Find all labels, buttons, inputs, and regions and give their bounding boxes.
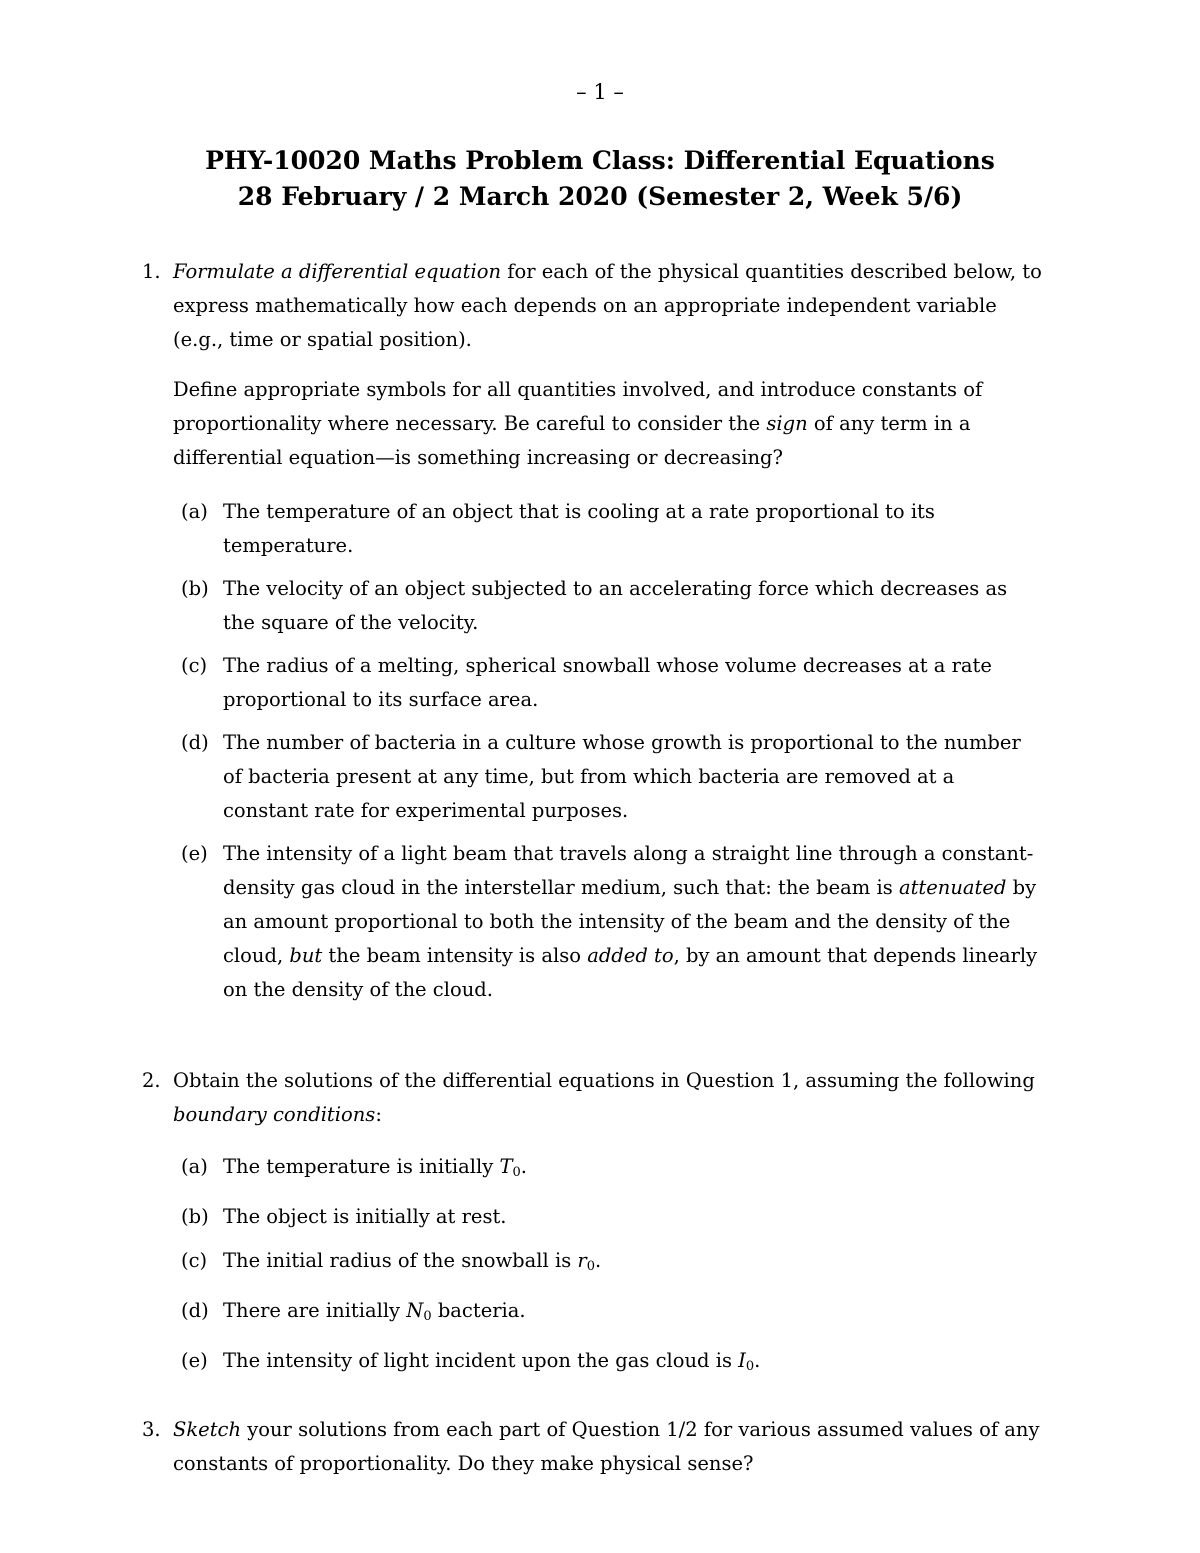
question-1-instructions — [173, 373, 1043, 475]
question-1-parts — [173, 495, 1043, 1007]
part-text: There are initially — [223, 1299, 407, 1322]
part-text: by an amount proportional to both the intensity of the beam and the density of the cloud, — [223, 876, 1037, 967]
question-2-number: 2. — [142, 1069, 161, 1092]
page-title — [0, 143, 1200, 215]
question-2-part-a — [173, 1150, 1043, 1190]
part-text: , by an amount that depends linearly on the density of the cloud. — [223, 944, 1038, 1001]
part-text-end: . — [520, 1155, 527, 1178]
question-1-number: 1. — [142, 260, 161, 283]
math-subscript: 0 — [586, 1259, 596, 1274]
part-text: The temperature is initially — [223, 1155, 500, 1178]
question-1-part-b — [173, 572, 1043, 640]
math-subscript: 0 — [745, 1359, 755, 1374]
part-text: The radius of a melting, spherical snowball whose volume decreases at a rate proportional to its surface area. — [223, 654, 992, 711]
question-2-intro — [173, 1064, 1043, 1132]
math-symbol: T — [499, 1155, 513, 1178]
question-2-part-d — [173, 1294, 1043, 1334]
question-3-body: your solutions from each part of Question 1/2 for various assumed values of any constants of proportionality. Do they make physical sense? — [173, 1418, 1040, 1475]
question-2-part-c — [173, 1244, 1043, 1284]
part-label: (a) — [181, 1155, 208, 1178]
math-subscript: 0 — [512, 1165, 521, 1180]
question-2-parts — [173, 1150, 1043, 1384]
part-label: (c) — [181, 1249, 208, 1272]
part-label: (b) — [181, 1205, 209, 1228]
part-emphasis: added to — [587, 944, 674, 967]
part-text-end: . — [595, 1249, 602, 1272]
part-text-end: bacteria. — [431, 1299, 526, 1322]
math-symbol: I — [738, 1349, 746, 1372]
question-3-emphasis: Sketch — [173, 1418, 242, 1441]
part-label: (e) — [181, 842, 208, 865]
part-label: (c) — [181, 654, 208, 677]
question-1-part-d — [173, 726, 1043, 828]
question-1-part-c — [173, 649, 1043, 717]
part-text: The object is initially at rest. — [223, 1205, 507, 1228]
question-2-intro-emphasis: boundary conditions — [173, 1103, 376, 1126]
question-2-part-b — [173, 1200, 1043, 1234]
question-1-intro-text: for each of the physical quantities described below, to express mathematically how each depends on an appropriate independent variable (e.g., time or spatial position). — [173, 260, 1042, 351]
question-1-part-a — [173, 495, 1043, 563]
math-symbol: N — [406, 1299, 424, 1322]
question-1-intro — [173, 255, 1043, 357]
question-3-number: 3. — [142, 1418, 161, 1441]
question-1-instructions-emphasis: sign — [766, 412, 808, 435]
title-line-2: 28 February / 2 March 2020 (Semester 2, Week 5/6) — [237, 182, 963, 211]
question-2-intro-end: : — [375, 1103, 382, 1126]
part-emphasis: but — [289, 944, 323, 967]
part-text: The temperature of an object that is cooling at a rate proportional to its temperature. — [223, 500, 935, 557]
question-1-part-e — [173, 837, 1043, 1007]
page-number: – 1 – — [576, 80, 624, 104]
part-label: (d) — [181, 1299, 209, 1322]
question-2-intro-text: Obtain the solutions of the differential equations in Question 1, assuming the following — [173, 1069, 1035, 1092]
question-3-text — [173, 1413, 1043, 1481]
question-1-intro-emphasis: Formulate a differential equation — [173, 260, 502, 283]
part-label: (d) — [181, 731, 209, 754]
title-line-1: PHY-10020 Maths Problem Class: Differential Equations — [205, 146, 995, 175]
part-text: The initial radius of the snowball is — [223, 1249, 578, 1272]
part-label: (a) — [181, 500, 208, 523]
part-text: The intensity of a light beam that travels along a straight line through a constant-density gas cloud in the interstellar medium, such that: the beam is — [223, 842, 1034, 899]
part-text: The number of bacteria in a culture whose growth is proportional to the number of bacteria present at any time, but from which bacteria are removed at a constant rate for experimental purposes. — [223, 731, 1021, 822]
math-subscript: 0 — [423, 1309, 432, 1324]
part-label: (e) — [181, 1349, 208, 1372]
part-text: The velocity of an object subjected to an accelerating force which decreases as the square of the velocity. — [223, 577, 1008, 634]
part-text-end: . — [754, 1349, 761, 1372]
part-label: (b) — [181, 577, 209, 600]
question-2-part-e — [173, 1344, 1043, 1384]
question-1-instructions-text-b: of any term in a differential equation—is something increasing or decreasing? — [173, 412, 971, 469]
part-emphasis: attenuated — [898, 876, 1007, 899]
part-text: the beam intensity is also — [322, 944, 588, 967]
part-text: The intensity of light incident upon the gas cloud is — [223, 1349, 739, 1372]
question-1-instructions-text-a: Define appropriate symbols for all quantities involved, and introduce constants of proportionality where necessary. Be careful to consider the — [173, 378, 983, 435]
math-symbol: r — [577, 1249, 587, 1272]
